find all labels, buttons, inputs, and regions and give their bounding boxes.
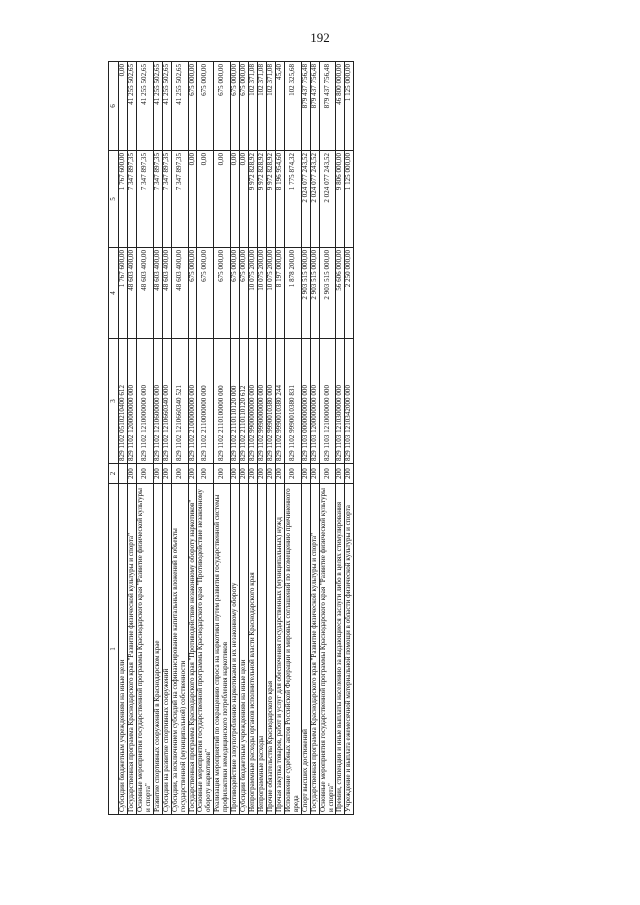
row-ved: 200 — [153, 464, 162, 484]
row-name: Противодействие злоупотреблению наркотиками и их незаконному обороту — [231, 484, 240, 815]
row-value-plan: 2 903 515 000,00 — [319, 248, 336, 339]
table-row — [171, 62, 188, 815]
row-value-remaining: 675 000,00 — [231, 62, 240, 151]
row-value-plan: 8 197 000,00 — [275, 248, 284, 339]
table-row — [284, 62, 301, 815]
row-value-executed: 7 347 897,35 — [136, 151, 153, 248]
row-value-plan: 2 250 000,00 — [345, 248, 354, 339]
row-value-executed: 7 347 897,35 — [153, 151, 162, 248]
row-value-remaining: 102 371,08 — [249, 62, 258, 151]
row-ved: 200 — [345, 464, 354, 484]
row-value-plan: 10 075 200,00 — [249, 248, 258, 339]
header-row — [109, 62, 119, 815]
row-ved: 200 — [197, 464, 214, 484]
row-value-executed: 1 125 000,00 — [345, 151, 354, 248]
row-value-executed: 0,00 — [231, 151, 240, 248]
row-name: Развитие спортивных сооружений в Краснодарском крае — [153, 484, 162, 815]
row-value-executed: 0,00 — [188, 151, 197, 248]
row-code: 829 1103 0000000000 000 — [301, 339, 310, 464]
row-code: 829 1102 2110110120 612 — [240, 339, 249, 464]
row-ved: 200 — [319, 464, 336, 484]
row-value-executed: 2 024 077 243,52 — [301, 151, 310, 248]
row-value-remaining: 879 437 756,48 — [319, 62, 336, 151]
row-name: Непрограммные расходы — [258, 484, 267, 815]
header-col-6: 6 — [109, 62, 119, 151]
row-value-remaining: 0,00 — [119, 62, 128, 151]
row-ved: 200 — [231, 464, 240, 484]
row-value-plan: 1 767 600,00 — [119, 248, 128, 339]
table-row — [136, 62, 153, 815]
row-ved: 200 — [127, 464, 136, 484]
header-col-4: 4 — [109, 248, 119, 339]
row-ved: 200 — [136, 464, 153, 484]
row-value-remaining: 675 000,00 — [240, 62, 249, 151]
table-row — [275, 62, 284, 815]
row-value-remaining: 675 000,00 — [214, 62, 231, 151]
row-value-plan: 675 000,00 — [214, 248, 231, 339]
row-code: 829 1103 1200000000 000 — [310, 339, 319, 464]
row-code: 829 1102 1210600000 000 — [153, 339, 162, 464]
row-code: 829 1102 0510210400 612 — [119, 339, 128, 464]
row-value-plan: 675 000,00 — [188, 248, 197, 339]
row-value-executed: 9 972 828,92 — [249, 151, 258, 248]
row-value-executed: 7 347 897,35 — [127, 151, 136, 248]
row-code: 829 1102 9990000000 000 — [258, 339, 267, 464]
row-value-remaining: 102 371,08 — [266, 62, 275, 151]
row-name: Прочая закупка товаров, работ и услуг для обеспечения государственных (муниципальных) нужд — [275, 484, 284, 815]
row-value-plan: 56 606 000,00 — [336, 248, 345, 339]
row-value-remaining: 41 255 502,65 — [127, 62, 136, 151]
row-ved: 200 — [336, 464, 345, 484]
row-value-remaining: 102 325,68 — [284, 62, 301, 151]
row-code: 829 1102 2110100000 000 — [214, 339, 231, 464]
row-value-plan: 48 603 400,00 — [127, 248, 136, 339]
row-ved: 200 — [310, 464, 319, 484]
row-value-plan: 2 903 515 000,00 — [310, 248, 319, 339]
row-value-plan: 675 000,00 — [240, 248, 249, 339]
row-code: 829 1102 9990010380 000 — [266, 339, 275, 464]
row-value-remaining: 102 371,08 — [258, 62, 267, 151]
header-col-2: 2 — [109, 464, 119, 484]
row-value-remaining: 41 255 502,65 — [171, 62, 188, 151]
row-code: 829 1102 1200000000 000 — [127, 339, 136, 464]
row-value-plan: 48 603 400,00 — [136, 248, 153, 339]
table-row — [197, 62, 214, 815]
row-code: 829 1102 9990010380 831 — [284, 339, 301, 464]
row-code: 829 1103 1210300000 000 — [336, 339, 345, 464]
row-code: 829 1103 1210342000 000 — [345, 339, 354, 464]
row-code: 829 1102 9990010380 244 — [275, 339, 284, 464]
row-value-executed: 9 806 000,00 — [336, 151, 345, 248]
row-value-remaining: 675 000,00 — [197, 62, 214, 151]
budget-table — [108, 61, 354, 815]
row-ved: 200 — [258, 464, 267, 484]
row-code: 829 1103 1210000000 000 — [319, 339, 336, 464]
row-code: 829 1102 1210660340 000 — [162, 339, 171, 464]
row-value-remaining: 45,40 — [275, 62, 284, 151]
row-value-remaining: 41 255 502,65 — [136, 62, 153, 151]
row-value-remaining: 879 437 756,48 — [310, 62, 319, 151]
row-name: Субсидии, за исключением субсидий на софинансирование капитальных вложений в объекты государственной (муниципальной) собственности — [171, 484, 188, 815]
row-value-remaining: 41 255 502,65 — [153, 62, 162, 151]
row-value-executed: 7 347 897,35 — [171, 151, 188, 248]
row-value-remaining: 879 437 756,48 — [301, 62, 310, 151]
row-ved: 200 — [284, 464, 301, 484]
row-ved: 200 — [188, 464, 197, 484]
row-name: Учреждение и выплата ежемесячной материальной помощи в области физической культуры и спорта — [345, 484, 354, 815]
table-row — [214, 62, 231, 815]
row-ved: 200 — [171, 464, 188, 484]
row-name: Основные мероприятия государственной программы Краснодарского края "Развитие физической культуры и спорта" — [136, 484, 153, 815]
row-code: 829 1102 2110110120 000 — [231, 339, 240, 464]
header-col-1: 1 — [109, 484, 119, 815]
row-name: Исполнение судебных актов Российской Федерации и мировых соглашений по возмещению причиненного вреда — [284, 484, 301, 815]
row-value-executed: 0,00 — [240, 151, 249, 248]
row-ved: 200 — [249, 464, 258, 484]
row-name: Реализация мероприятий по сокращению спроса на наркотики путем развития государственной системы профилактики немедицинского потребления наркотиков — [214, 484, 231, 815]
rotated-table-container — [108, 62, 528, 815]
table-row — [153, 62, 162, 815]
row-code: 829 1102 2100000000 000 — [188, 339, 197, 464]
row-name: Премии, стипендии и иные выплаты населению за выдающиеся заслуги либо в целях стимулирования — [336, 484, 345, 815]
row-name: Основные мероприятия государственной программы Краснодарского края "Развитие физической культуры и спорта" — [319, 484, 336, 815]
row-value-executed: 1 767 600,00 — [119, 151, 128, 248]
row-name: Прочие обязательства Краснодарского края — [266, 484, 275, 815]
row-name: Спорт высших достижений — [301, 484, 310, 815]
row-ved: 200 — [275, 464, 284, 484]
row-value-remaining: 675 000,00 — [188, 62, 197, 151]
row-value-plan: 675 000,00 — [231, 248, 240, 339]
row-code: 829 1102 1210660340 521 — [171, 339, 188, 464]
row-ved: 200 — [214, 464, 231, 484]
row-value-plan: 10 075 200,00 — [258, 248, 267, 339]
row-name: Субсидии на развитие спортивных сооружений — [162, 484, 171, 815]
table-row — [319, 62, 336, 815]
row-ved: 200 — [301, 464, 310, 484]
page-number: 192 — [310, 30, 330, 45]
row-value-executed: 1 775 874,32 — [284, 151, 301, 248]
row-value-plan: 2 903 515 000,00 — [301, 248, 310, 339]
row-value-plan: 48 603 400,00 — [153, 248, 162, 339]
row-value-plan: 1 878 200,00 — [284, 248, 301, 339]
row-name: Государственная программа Краснодарского края "Развитие физической культуры и спорта" — [127, 484, 136, 815]
table-row — [301, 62, 310, 815]
row-name: Основные мероприятия государственной программы Краснодарского края "Противодействие незаконному обороту наркотиков" — [197, 484, 214, 815]
row-value-executed: 9 972 828,92 — [258, 151, 267, 248]
row-value-executed: 8 196 954,60 — [275, 151, 284, 248]
row-name: Субсидии бюджетным учреждениям на иные цели — [240, 484, 249, 815]
row-code: 829 1102 9900000000 000 — [249, 339, 258, 464]
row-value-remaining: 1 125 000,00 — [345, 62, 354, 151]
row-value-plan: 10 075 200,00 — [266, 248, 275, 339]
row-ved: 200 — [266, 464, 275, 484]
row-value-executed: 7 347 897,35 — [162, 151, 171, 248]
row-value-plan: 48 603 400,00 — [162, 248, 171, 339]
row-value-executed: 9 972 828,92 — [266, 151, 275, 248]
header-col-3: 3 — [109, 339, 119, 464]
table-row — [345, 62, 354, 815]
row-value-executed: 0,00 — [214, 151, 231, 248]
row-ved: 200 — [162, 464, 171, 484]
row-code: 829 1102 1210000000 000 — [136, 339, 153, 464]
row-name: Непрограммные расходы органов исполнительной власти Краснодарского края — [249, 484, 258, 815]
row-value-executed: 2 024 077 243,52 — [310, 151, 319, 248]
row-value-executed: 0,00 — [197, 151, 214, 248]
row-name: Субсидии бюджетным учреждениям на иные цели — [119, 484, 128, 815]
row-name: Государственная программа Краснодарского края "Развитие физической культуры и спорта" — [310, 484, 319, 815]
row-value-executed: 2 024 077 243,52 — [319, 151, 336, 248]
row-value-remaining: 41 255 502,65 — [162, 62, 171, 151]
row-value-remaining: 46 800 000,00 — [336, 62, 345, 151]
table-row — [310, 62, 319, 815]
row-value-plan: 48 603 400,00 — [171, 248, 188, 339]
row-value-plan: 675 000,00 — [197, 248, 214, 339]
row-ved: 200 — [240, 464, 249, 484]
row-code: 829 1102 2110000000 000 — [197, 339, 214, 464]
row-name: Государственная программа Краснодарского края "Противодействие незаконному обороту наркотиков" — [188, 484, 197, 815]
table-row — [162, 62, 171, 815]
header-col-5: 5 — [109, 151, 119, 248]
